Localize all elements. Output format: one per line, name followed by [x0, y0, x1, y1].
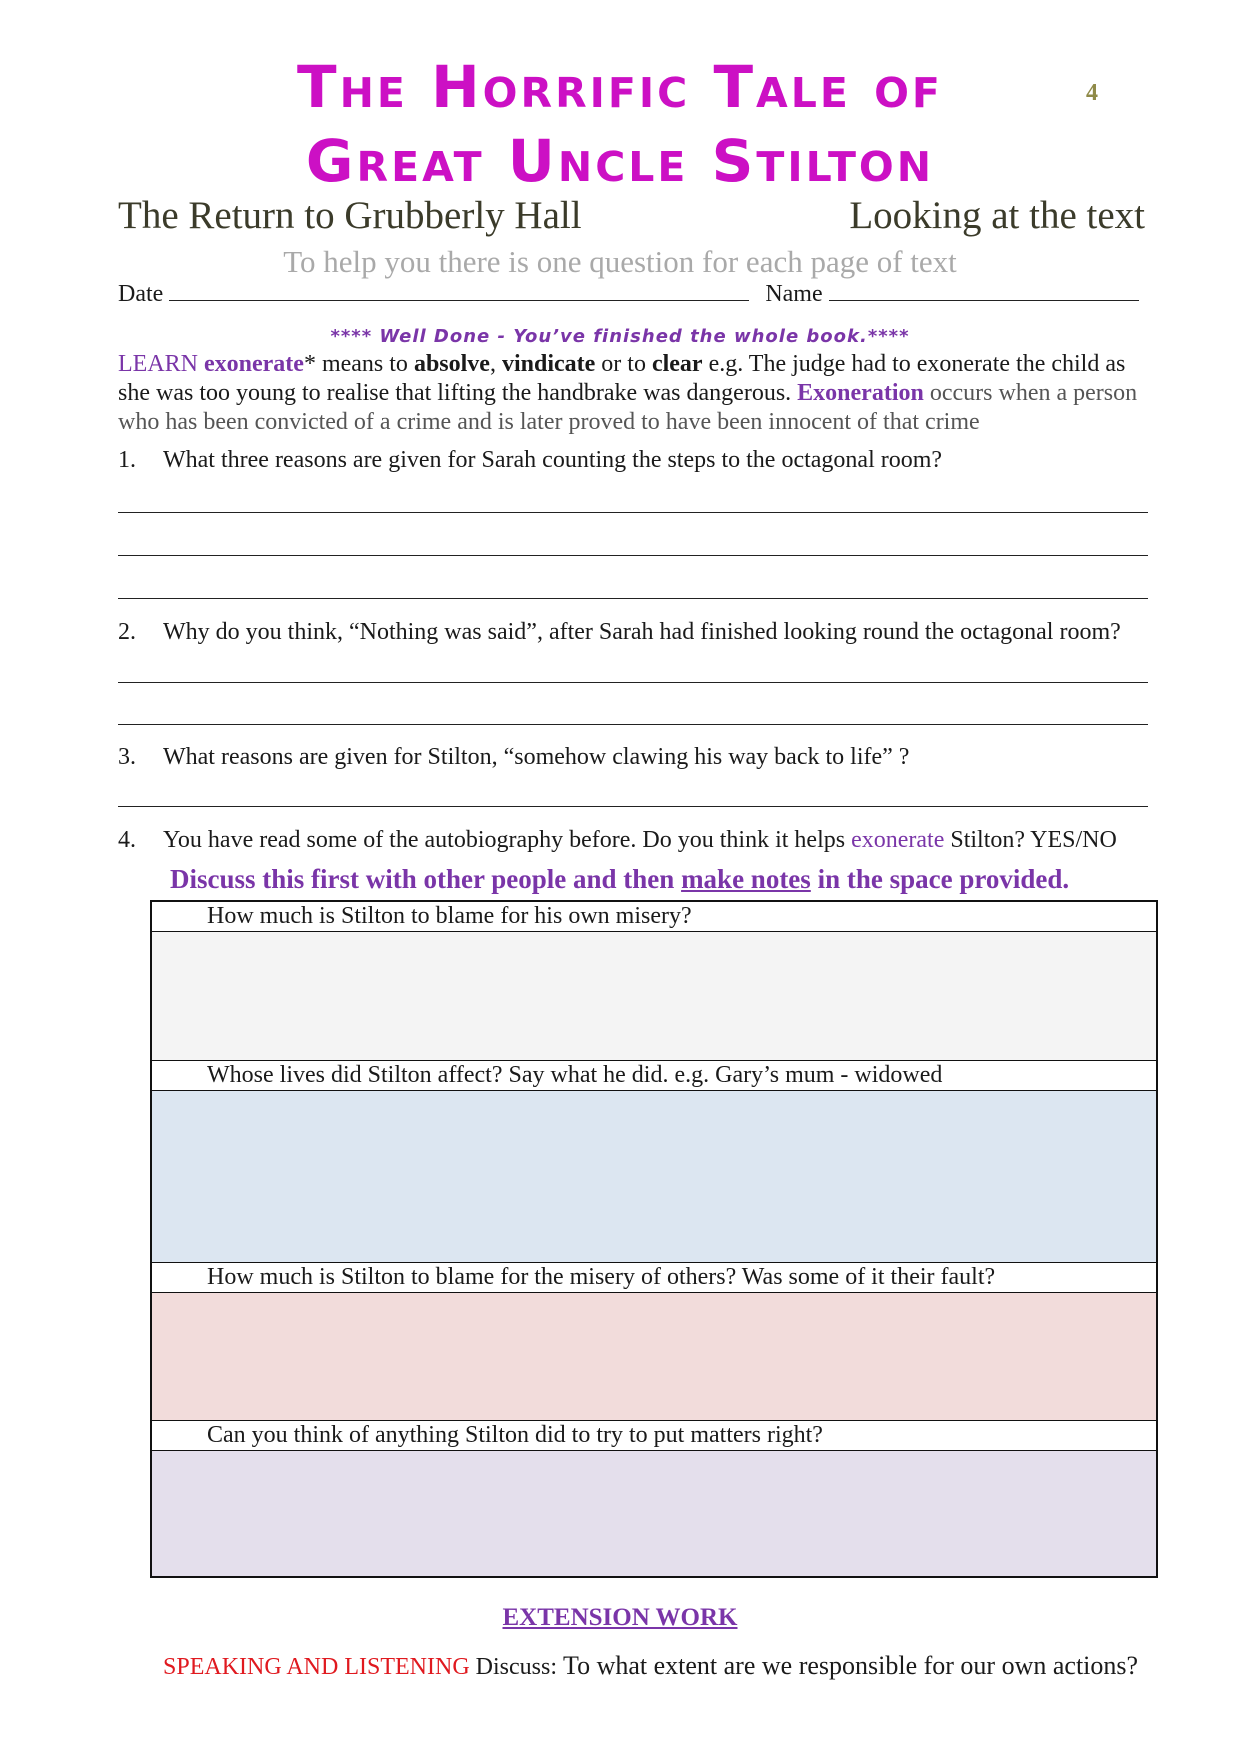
question-1: 1. What three reasons are given for Sarah counting the steps to the octagonal room?	[118, 447, 943, 473]
learn-term-exoneration: Exoneration	[797, 380, 924, 406]
question-3: 3. What reasons are given for Stilton, “somehow clawing his way back to life” ?	[118, 744, 910, 770]
speaking-listening-label: SPEAKING AND LISTENING	[163, 1654, 470, 1680]
answer-line[interactable]	[118, 724, 1148, 725]
answer-line[interactable]	[118, 682, 1148, 683]
chapter-title: The Return to Grubberly Hall	[118, 194, 582, 237]
table-row-prompt: Whose lives did Stilton affect? Say what he did. e.g. Gary’s mum - widowed	[152, 1061, 1156, 1091]
extension-heading: EXTENSION WORK	[502, 1604, 738, 1631]
name-label: Name	[765, 281, 823, 307]
learn-paragraph: LEARN exonerate* means to absolve, vindicate or to clear e.g. The judge had to exonerate the child as she was too young to realise that lifting the handbrake was dangerous. Exoneration occurs when a person who has been convicted of a crime and is later proved to have been innocent of that crime	[118, 351, 1138, 435]
learn-word: exonerate	[204, 351, 304, 377]
answer-line[interactable]	[118, 512, 1148, 513]
learn-label: LEARN	[118, 351, 198, 377]
synonym-clear: clear	[651, 351, 703, 377]
table-row-prompt: How much is Stilton to blame for the misery of others? Was some of it their fault?	[152, 1263, 1156, 1293]
page-number: 4	[1086, 80, 1098, 106]
discuss-label: Discuss:	[475, 1654, 557, 1680]
notes-area-own-misery[interactable]	[152, 932, 1156, 1061]
table-row-prompt: Can you think of anything Stilton did to try to put matters right?	[152, 1421, 1156, 1451]
date-field[interactable]	[169, 282, 749, 301]
worksheet-title-line1: The Horrific Tale of	[297, 53, 943, 121]
extension-question: To what extent are we responsible for our own actions?	[563, 1651, 1139, 1680]
well-done-banner: **** Well Done - You’ve finished the whole book.****	[330, 326, 910, 347]
notes-area-misery-of-others[interactable]	[152, 1293, 1156, 1421]
answer-line[interactable]	[118, 598, 1148, 599]
section-title: Looking at the text	[849, 194, 1145, 237]
worksheet-title-line2: Great Uncle Stilton	[305, 127, 935, 195]
date-label: Date	[118, 281, 164, 307]
speaking-listening-task	[163, 1653, 1138, 1679]
learn-definition: occurs when a person who has been convicted of a crime and is later proved to have been innocent of that crime	[118, 380, 1138, 435]
learn-example: e.g. The judge had to exonerate the child as she was too young to realise that lifting the handbrake was dangerous.	[118, 351, 1126, 406]
table-row-prompt: How much is Stilton to blame for his own misery?	[152, 902, 1156, 932]
learn-or-to: or to	[601, 351, 646, 377]
notes-table	[150, 900, 1158, 1578]
synonym-vindicate: vindicate	[501, 351, 596, 377]
synonym-absolve: absolve	[413, 351, 490, 377]
name-field[interactable]	[829, 282, 1139, 301]
learn-means: * means to	[303, 351, 408, 377]
date-name-line	[118, 282, 1148, 306]
question-4: 4. You have read some of the autobiography before. Do you think it helps exonerate Stilton? YES/NO	[118, 827, 1117, 853]
discuss-instruction: Discuss this first with other people and then make notes in the space provided.	[170, 864, 1070, 894]
answer-line[interactable]	[118, 806, 1148, 807]
answer-line[interactable]	[118, 555, 1148, 556]
question-2: 2. Why do you think, “Nothing was said”, after Sarah had finished looking round the octagonal room?	[118, 619, 1121, 645]
notes-area-lives-affected[interactable]	[152, 1091, 1156, 1263]
helper-text: To help you there is one question for each page of text	[283, 244, 957, 279]
notes-area-put-right[interactable]	[152, 1451, 1156, 1576]
